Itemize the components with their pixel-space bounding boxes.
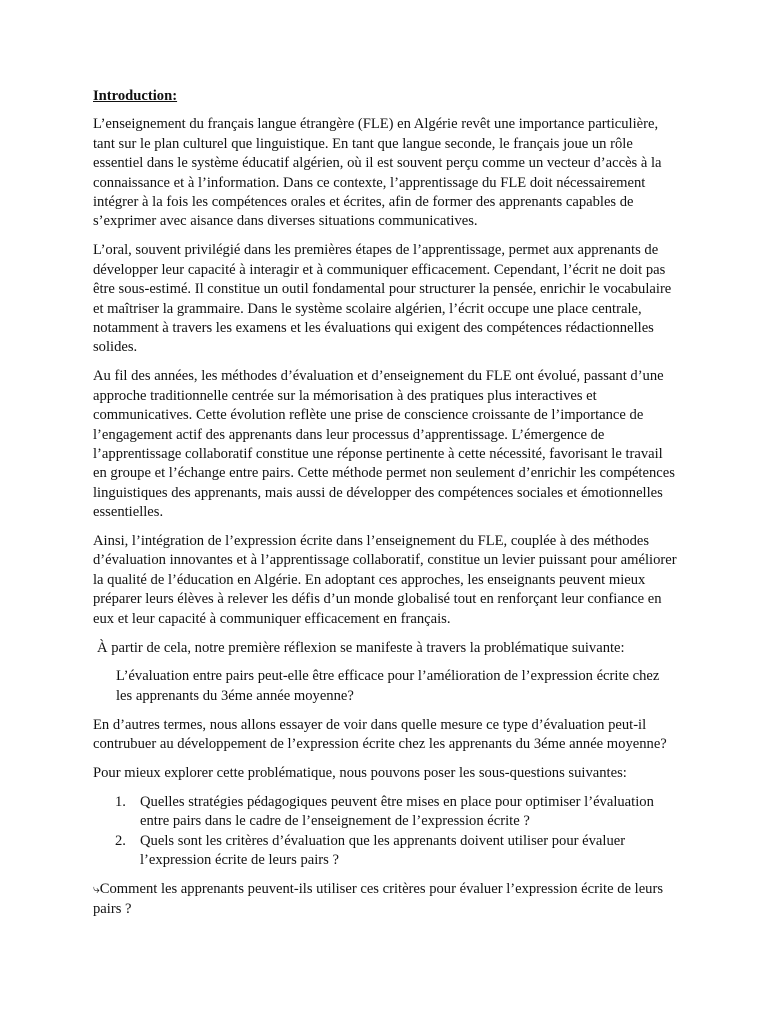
final-question-text: Comment les apprenants peuvent-ils utiliser ces critères pour évaluer l’expression écrite de leurs pairs ? — [93, 881, 664, 917]
introduction-heading: Introduction: — [93, 88, 178, 104]
subquestions-list — [93, 793, 678, 871]
document-page — [93, 87, 678, 928]
paragraph-1: L’enseignement du français langue étrangère (FLE) en Algérie revêt une importance particulière, tant sur le plan culturel que linguistique. En tant que langue seconde, le français joue un rôle essentiel dans le système éducatif algérien, où il est souvent perçu comme un vecteur d’accès à la connaissance et à l’information. Dans ce contexte, l’apprentissage du FLE doit nécessairement intégrer à la fois les compétences orales et écrites, afin de former des apprenants capables de s’exprimer avec aisance dans diverses situations communicatives. — [93, 116, 662, 230]
list-item — [93, 832, 678, 871]
list-item — [93, 793, 678, 832]
curved-arrow-icon: ⤷ — [93, 882, 100, 897]
list-item-text: Quelles stratégies pédagogiques peuvent être mises en place pour optimiser l’évaluation entre pairs dans le cadre de l’enseignement de l’expression écrite ? — [140, 794, 654, 830]
reformulation-paragraph: En d’autres termes, nous allons essayer de voir dans quelle mesure ce type d’évaluation peut-il contrubuer au développement de l’expression écrite chez les apprenants du 3éme année moyenne? — [93, 716, 667, 753]
final-question — [93, 880, 678, 919]
list-item-number: 1. — [115, 794, 126, 810]
subquestions-intro: Pour mieux explorer cette problématique, nous pouvons poser les sous-questions suivantes: — [93, 765, 627, 782]
paragraph-3: Au fil des années, les méthodes d’évaluation et d’enseignement du FLE ont évolué, passant d’une approche traditionnelle centrée sur la mémorisation à des pratiques plus interactives et communicatives. Cette évolution reflète une prise de conscience croissante de l’importance de l’engagement actif des apprenants dans leur processus d’apprentissage. L’émergence de l’apprentissage collaboratif constitue une réponse pertinente à cette nécessité, favorisant le travail en groupe et l’échange entre pairs. Cette méthode permet non seulement d’enrichir les compétences linguistiques des apprenants, mais aussi de développer des compétences sociales et émotionnelles essentielles. — [93, 368, 675, 521]
research-question — [93, 667, 678, 706]
paragraph-2: L’oral, souvent privilégié dans les premières étapes de l’apprentissage, permet aux apprenants de développer leur capacité à interagir et à communiquer efficacement. Cependant, l’écrit ne doit pas être sous-estimé. Il constitue un outil fondamental pour structurer la pensée, enrichir le vocabulaire et maîtriser la grammaire. Dans le système scolaire algérien, l’écrit occupe une place centrale, notamment à travers les examens et les évaluations qui exigent des compétences rédactionnelles solides. — [93, 242, 672, 356]
research-question-text: L’évaluation entre pairs peut-elle être efficace pour l’amélioration de l’expression écrite chez les apprenants du 3éme année moyenne? — [116, 668, 660, 704]
transition-sentence: À partir de cela, notre première réflexion se manifeste à travers la problématique suivante: — [97, 639, 625, 656]
paragraph-4: Ainsi, l’intégration de l’expression écrite dans l’enseignement du FLE, couplée à des méthodes d’évaluation innovantes et à l’apprentissage collaboratif, constitue un levier puissant pour améliorer la qualité de l’éducation en Algérie. En adoptant ces approches, les enseignants peuvent mieux préparer leurs élèves à relever les défis d’un monde globalisé tout en renforçant leur confiance en eux et leur capacité à communiquer efficacement en français. — [93, 533, 677, 627]
list-item-text: Quels sont les critères d’évaluation que les apprenants doivent utiliser pour évaluer l’expression écrite de leurs pairs ? — [140, 832, 626, 869]
list-item-number: 2. — [115, 832, 126, 849]
